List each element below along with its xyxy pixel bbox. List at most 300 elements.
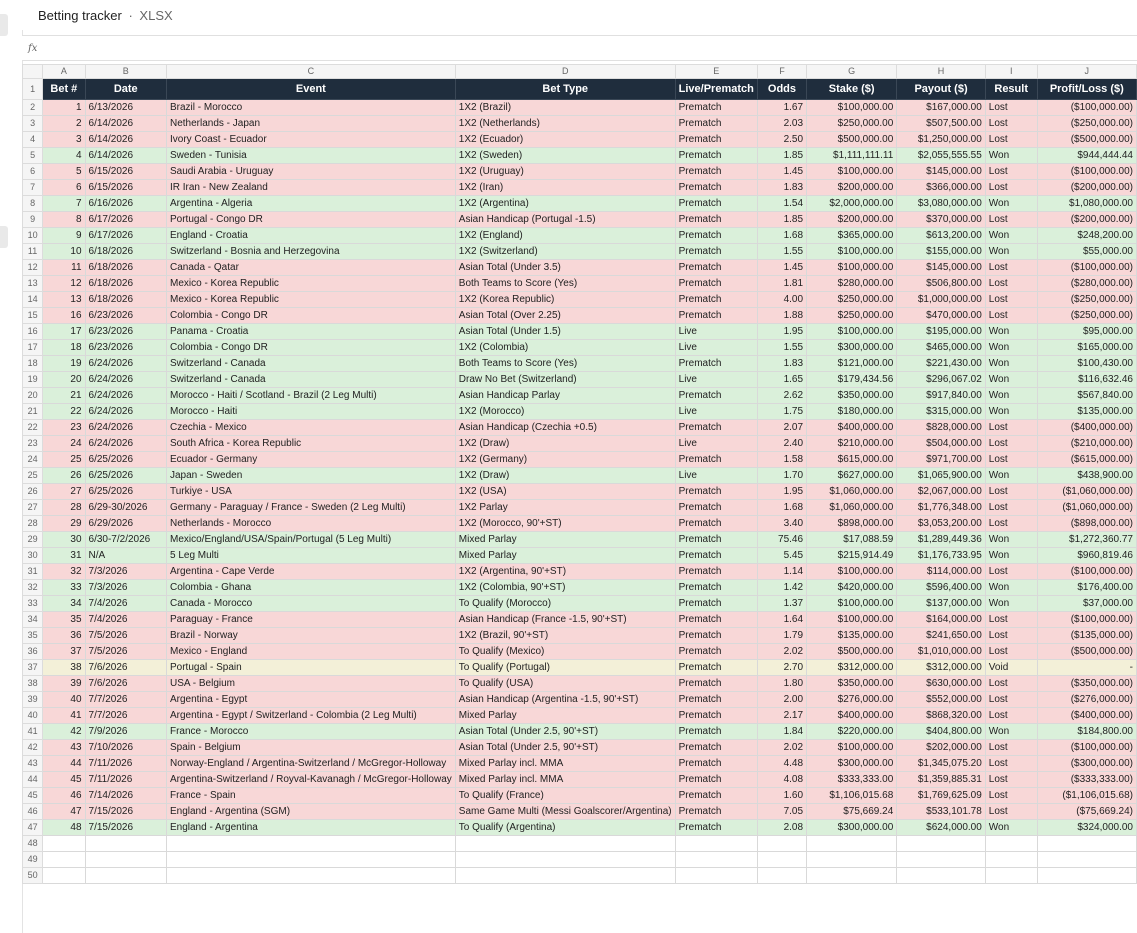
cell[interactable]: 36 — [43, 628, 85, 644]
row-number[interactable]: 46 — [23, 804, 43, 820]
cell[interactable]: Lost — [985, 692, 1037, 708]
cell[interactable]: 1.60 — [757, 788, 806, 804]
spreadsheet-grid[interactable] — [22, 64, 1137, 933]
cell[interactable]: 6/29/2026 — [85, 516, 166, 532]
cell[interactable]: $1,065,900.00 — [897, 468, 986, 484]
cell[interactable]: $155,000.00 — [897, 244, 986, 260]
column-letter-header[interactable]: F — [757, 65, 806, 79]
cell[interactable]: Lost — [985, 740, 1037, 756]
row-number[interactable]: 30 — [23, 548, 43, 564]
cell[interactable]: Lost — [985, 164, 1037, 180]
row-number[interactable]: 4 — [23, 132, 43, 148]
row-number[interactable]: 17 — [23, 340, 43, 356]
cell[interactable]: Lost — [985, 804, 1037, 820]
cell[interactable]: Won — [985, 356, 1037, 372]
cell[interactable]: Prematch — [675, 212, 757, 228]
cell[interactable]: $2,000,000.00 — [807, 196, 897, 212]
cell[interactable] — [455, 868, 675, 884]
cell[interactable]: Panama - Croatia — [166, 324, 455, 340]
cell[interactable]: 2.07 — [757, 420, 806, 436]
cell[interactable]: 37 — [43, 644, 85, 660]
cell[interactable]: ($898,000.00) — [1037, 516, 1136, 532]
cell[interactable]: 1X2 (Morocco) — [455, 404, 675, 420]
row-number[interactable]: 38 — [23, 676, 43, 692]
cell[interactable]: Prematch — [675, 244, 757, 260]
cell[interactable] — [985, 852, 1037, 868]
row-number[interactable]: 18 — [23, 356, 43, 372]
cell[interactable]: Asian Handicap (Czechia +0.5) — [455, 420, 675, 436]
cell[interactable] — [675, 836, 757, 852]
cell[interactable]: 7/15/2026 — [85, 804, 166, 820]
cell[interactable]: Lost — [985, 420, 1037, 436]
cell[interactable]: $37,000.00 — [1037, 596, 1136, 612]
cell[interactable]: $960,819.46 — [1037, 548, 1136, 564]
row-number[interactable]: 23 — [23, 436, 43, 452]
cell[interactable]: Won — [985, 196, 1037, 212]
column-letter-header[interactable]: D — [455, 65, 675, 79]
cell[interactable]: Mixed Parlay incl. MMA — [455, 756, 675, 772]
cell[interactable]: France - Morocco — [166, 724, 455, 740]
column-letter-header[interactable]: I — [985, 65, 1037, 79]
header-cell[interactable]: Result — [985, 79, 1037, 100]
cell[interactable]: Lost — [985, 772, 1037, 788]
cell[interactable]: Lost — [985, 788, 1037, 804]
cell[interactable]: $100,000.00 — [807, 260, 897, 276]
cell[interactable]: Prematch — [675, 452, 757, 468]
cell[interactable]: ($333,333.00) — [1037, 772, 1136, 788]
cell[interactable]: Lost — [985, 180, 1037, 196]
cell[interactable]: Won — [985, 148, 1037, 164]
cell[interactable] — [1037, 852, 1136, 868]
cell[interactable]: 5 — [43, 164, 85, 180]
cell[interactable] — [166, 852, 455, 868]
cell[interactable]: 24 — [43, 436, 85, 452]
cell[interactable]: 5.45 — [757, 548, 806, 564]
cell[interactable]: Netherlands - Japan — [166, 116, 455, 132]
cell[interactable]: 1X2 (Netherlands) — [455, 116, 675, 132]
cell[interactable] — [985, 836, 1037, 852]
cell[interactable]: 8 — [43, 212, 85, 228]
cell[interactable]: $312,000.00 — [897, 660, 986, 676]
select-all-corner[interactable] — [23, 65, 43, 79]
cell[interactable]: 1.65 — [757, 372, 806, 388]
cell[interactable]: $1,345,075.20 — [897, 756, 986, 772]
cell[interactable]: Lost — [985, 308, 1037, 324]
cell[interactable]: $465,000.00 — [897, 340, 986, 356]
cell[interactable]: Prematch — [675, 740, 757, 756]
cell[interactable]: 6/18/2026 — [85, 276, 166, 292]
cell[interactable]: $1,060,000.00 — [807, 500, 897, 516]
cell[interactable]: Prematch — [675, 644, 757, 660]
cell[interactable]: Lost — [985, 100, 1037, 116]
row-number[interactable]: 27 — [23, 500, 43, 516]
cell[interactable]: ($280,000.00) — [1037, 276, 1136, 292]
column-letter-header[interactable]: H — [897, 65, 986, 79]
cell[interactable]: 6/25/2026 — [85, 468, 166, 484]
cell[interactable]: Brazil - Morocco — [166, 100, 455, 116]
cell[interactable]: $167,000.00 — [897, 100, 986, 116]
cell[interactable]: 6/24/2026 — [85, 372, 166, 388]
cell[interactable]: 47 — [43, 804, 85, 820]
cell[interactable]: 6/24/2026 — [85, 404, 166, 420]
cell[interactable]: $241,650.00 — [897, 628, 986, 644]
cell[interactable]: Void — [985, 660, 1037, 676]
cell[interactable]: 1.45 — [757, 260, 806, 276]
cell[interactable]: 21 — [43, 388, 85, 404]
cell[interactable]: 17 — [43, 324, 85, 340]
cell[interactable]: 7/7/2026 — [85, 708, 166, 724]
cell[interactable]: Lost — [985, 132, 1037, 148]
cell[interactable]: To Qualify (Morocco) — [455, 596, 675, 612]
cell[interactable]: 1.95 — [757, 484, 806, 500]
cell[interactable]: $250,000.00 — [807, 292, 897, 308]
cell[interactable]: $898,000.00 — [807, 516, 897, 532]
cell[interactable]: ($615,000.00) — [1037, 452, 1136, 468]
cell[interactable]: $200,000.00 — [807, 212, 897, 228]
cell[interactable]: 4.08 — [757, 772, 806, 788]
cell[interactable]: $100,000.00 — [807, 596, 897, 612]
cell[interactable]: Switzerland - Bosnia and Herzegovina — [166, 244, 455, 260]
cell[interactable]: 2 — [43, 116, 85, 132]
cell[interactable] — [43, 868, 85, 884]
cell[interactable]: 44 — [43, 756, 85, 772]
cell[interactable]: Saudi Arabia - Uruguay — [166, 164, 455, 180]
cell[interactable]: $121,000.00 — [807, 356, 897, 372]
cell[interactable]: $220,000.00 — [807, 724, 897, 740]
cell[interactable]: $165,000.00 — [1037, 340, 1136, 356]
cell[interactable]: Prematch — [675, 100, 757, 116]
cell[interactable]: To Qualify (Mexico) — [455, 644, 675, 660]
cell[interactable]: 6/18/2026 — [85, 292, 166, 308]
cell[interactable]: 6/23/2026 — [85, 324, 166, 340]
cell[interactable]: 19 — [43, 356, 85, 372]
cell[interactable]: Won — [985, 596, 1037, 612]
cell[interactable]: Mexico - Korea Republic — [166, 276, 455, 292]
cell[interactable] — [807, 852, 897, 868]
cell[interactable]: 7/10/2026 — [85, 740, 166, 756]
cell[interactable]: 6/24/2026 — [85, 388, 166, 404]
cell[interactable]: 2.70 — [757, 660, 806, 676]
cell[interactable]: ($276,000.00) — [1037, 692, 1136, 708]
cell[interactable]: $507,500.00 — [897, 116, 986, 132]
cell[interactable]: 7/5/2026 — [85, 644, 166, 660]
cell[interactable]: Prematch — [675, 500, 757, 516]
cell[interactable] — [85, 868, 166, 884]
cell[interactable]: Portugal - Spain — [166, 660, 455, 676]
cell[interactable]: $100,000.00 — [807, 564, 897, 580]
row-number[interactable]: 9 — [23, 212, 43, 228]
column-letter-header[interactable]: B — [85, 65, 166, 79]
cell[interactable]: $917,840.00 — [897, 388, 986, 404]
cell[interactable]: $567,840.00 — [1037, 388, 1136, 404]
cell[interactable]: ($1,060,000.00) — [1037, 484, 1136, 500]
cell[interactable]: 6/17/2026 — [85, 212, 166, 228]
cell[interactable]: 1.84 — [757, 724, 806, 740]
cell[interactable]: $1,776,348.00 — [897, 500, 986, 516]
cell[interactable]: $404,800.00 — [897, 724, 986, 740]
column-letter-header[interactable]: E — [675, 65, 757, 79]
cell[interactable] — [85, 852, 166, 868]
cell[interactable]: 6/23/2026 — [85, 308, 166, 324]
cell[interactable]: $1,250,000.00 — [897, 132, 986, 148]
cell[interactable]: Live — [675, 468, 757, 484]
row-number[interactable]: 7 — [23, 180, 43, 196]
cell[interactable]: Prematch — [675, 676, 757, 692]
row-number[interactable]: 22 — [23, 420, 43, 436]
cell[interactable]: Won — [985, 580, 1037, 596]
row-number[interactable]: 44 — [23, 772, 43, 788]
cell[interactable]: $315,000.00 — [897, 404, 986, 420]
cell[interactable]: Won — [985, 548, 1037, 564]
cell[interactable]: $135,000.00 — [807, 628, 897, 644]
cell[interactable]: $250,000.00 — [807, 116, 897, 132]
cell[interactable]: 1X2 (Brazil, 90'+ST) — [455, 628, 675, 644]
header-cell[interactable]: Profit/Loss ($) — [1037, 79, 1136, 100]
cell[interactable]: $280,000.00 — [807, 276, 897, 292]
cell[interactable]: 1.55 — [757, 340, 806, 356]
cell[interactable]: 7/9/2026 — [85, 724, 166, 740]
cell[interactable]: 1X2 (Colombia, 90'+ST) — [455, 580, 675, 596]
cell[interactable]: $164,000.00 — [897, 612, 986, 628]
cell[interactable]: 1X2 (Brazil) — [455, 100, 675, 116]
cell[interactable]: 6/15/2026 — [85, 180, 166, 196]
column-letter-header[interactable]: J — [1037, 65, 1136, 79]
cell[interactable]: $1,080,000.00 — [1037, 196, 1136, 212]
row-number[interactable]: 5 — [23, 148, 43, 164]
cell[interactable]: 7/5/2026 — [85, 628, 166, 644]
cell[interactable]: Lost — [985, 484, 1037, 500]
cell[interactable] — [1037, 868, 1136, 884]
row-number[interactable]: 26 — [23, 484, 43, 500]
cell[interactable]: Paraguay - France — [166, 612, 455, 628]
cell[interactable] — [757, 868, 806, 884]
row-number[interactable]: 25 — [23, 468, 43, 484]
cell[interactable]: $2,067,000.00 — [897, 484, 986, 500]
cell[interactable]: Prematch — [675, 260, 757, 276]
cell[interactable] — [897, 868, 986, 884]
cell[interactable]: ($400,000.00) — [1037, 420, 1136, 436]
row-number[interactable]: 45 — [23, 788, 43, 804]
cell[interactable]: 7/3/2026 — [85, 580, 166, 596]
cell[interactable]: 27 — [43, 484, 85, 500]
row-number[interactable]: 43 — [23, 756, 43, 772]
cell[interactable]: Prematch — [675, 804, 757, 820]
cell[interactable]: 1X2 (Draw) — [455, 468, 675, 484]
cell[interactable]: France - Spain — [166, 788, 455, 804]
cell[interactable]: $504,000.00 — [897, 436, 986, 452]
cell[interactable]: Asian Total (Under 1.5) — [455, 324, 675, 340]
cell[interactable]: Argentina - Egypt — [166, 692, 455, 708]
cell[interactable]: Canada - Qatar — [166, 260, 455, 276]
cell[interactable]: 26 — [43, 468, 85, 484]
cell[interactable]: $100,000.00 — [807, 612, 897, 628]
cell[interactable]: ($250,000.00) — [1037, 292, 1136, 308]
cell[interactable]: ($250,000.00) — [1037, 308, 1136, 324]
cell[interactable]: England - Croatia — [166, 228, 455, 244]
cell[interactable]: Prematch — [675, 228, 757, 244]
cell[interactable]: $1,106,015.68 — [807, 788, 897, 804]
cell[interactable]: 1.67 — [757, 100, 806, 116]
cell[interactable]: $100,430.00 — [1037, 356, 1136, 372]
cell[interactable]: ($1,106,015.68) — [1037, 788, 1136, 804]
cell[interactable]: ($500,000.00) — [1037, 644, 1136, 660]
cell[interactable]: Prematch — [675, 420, 757, 436]
cell[interactable]: Colombia - Congo DR — [166, 340, 455, 356]
row-number[interactable]: 24 — [23, 452, 43, 468]
cell[interactable]: Prematch — [675, 548, 757, 564]
cell[interactable]: Prematch — [675, 772, 757, 788]
cell[interactable]: 1X2 (England) — [455, 228, 675, 244]
cell[interactable]: $312,000.00 — [807, 660, 897, 676]
cell[interactable]: Turkiye - USA — [166, 484, 455, 500]
row-number[interactable]: 16 — [23, 324, 43, 340]
cell[interactable]: 45 — [43, 772, 85, 788]
cell[interactable]: 3.40 — [757, 516, 806, 532]
cell[interactable]: 28 — [43, 500, 85, 516]
cell[interactable]: Asian Total (Under 2.5, 90'+ST) — [455, 724, 675, 740]
cell[interactable]: IR Iran - New Zealand — [166, 180, 455, 196]
cell[interactable]: 9 — [43, 228, 85, 244]
row-number[interactable]: 2 — [23, 100, 43, 116]
cell[interactable]: To Qualify (Argentina) — [455, 820, 675, 836]
cell[interactable]: 6/24/2026 — [85, 420, 166, 436]
cell[interactable]: 48 — [43, 820, 85, 836]
cell[interactable]: $506,800.00 — [897, 276, 986, 292]
cell[interactable]: $630,000.00 — [897, 676, 986, 692]
row-number[interactable]: 34 — [23, 612, 43, 628]
cell[interactable]: 1X2 (Korea Republic) — [455, 292, 675, 308]
cell[interactable]: $366,000.00 — [897, 180, 986, 196]
cell[interactable]: 6/24/2026 — [85, 436, 166, 452]
cell[interactable]: $533,101.78 — [897, 804, 986, 820]
row-number[interactable]: 8 — [23, 196, 43, 212]
cell[interactable]: Won — [985, 244, 1037, 260]
cell[interactable]: ($1,060,000.00) — [1037, 500, 1136, 516]
cell[interactable] — [1037, 836, 1136, 852]
sidebar-tab[interactable] — [0, 14, 8, 36]
cell[interactable]: Lost — [985, 116, 1037, 132]
cell[interactable]: Canada - Morocco — [166, 596, 455, 612]
cell[interactable]: $500,000.00 — [807, 132, 897, 148]
cell[interactable]: Live — [675, 404, 757, 420]
cell[interactable]: England - Argentina — [166, 820, 455, 836]
cell[interactable]: Prematch — [675, 276, 757, 292]
row-number[interactable]: 13 — [23, 276, 43, 292]
cell[interactable]: 1.55 — [757, 244, 806, 260]
cell[interactable]: To Qualify (USA) — [455, 676, 675, 692]
cell[interactable]: 6/24/2026 — [85, 356, 166, 372]
cell[interactable]: 3 — [43, 132, 85, 148]
cell[interactable]: $184,800.00 — [1037, 724, 1136, 740]
row-number[interactable]: 6 — [23, 164, 43, 180]
header-cell[interactable]: Bet # — [43, 79, 85, 100]
cell[interactable]: $135,000.00 — [1037, 404, 1136, 420]
row-number[interactable]: 19 — [23, 372, 43, 388]
cell[interactable]: $179,434.56 — [807, 372, 897, 388]
row-number[interactable]: 37 — [23, 660, 43, 676]
cell[interactable]: $116,632.46 — [1037, 372, 1136, 388]
cell[interactable]: 7/6/2026 — [85, 676, 166, 692]
cell[interactable]: 6/25/2026 — [85, 452, 166, 468]
cell[interactable]: 31 — [43, 548, 85, 564]
cell[interactable]: $400,000.00 — [807, 420, 897, 436]
cell[interactable]: $145,000.00 — [897, 260, 986, 276]
cell[interactable]: Mexico/England/USA/Spain/Portugal (5 Leg Multi) — [166, 532, 455, 548]
cell[interactable]: $300,000.00 — [807, 340, 897, 356]
cell[interactable]: 4 — [43, 148, 85, 164]
cell[interactable]: 6/25/2026 — [85, 484, 166, 500]
cell[interactable]: 1X2 (USA) — [455, 484, 675, 500]
cell[interactable]: 1.64 — [757, 612, 806, 628]
row-number[interactable]: 40 — [23, 708, 43, 724]
cell[interactable]: 1.68 — [757, 228, 806, 244]
cell[interactable]: Mixed Parlay — [455, 532, 675, 548]
row-number[interactable]: 1 — [23, 79, 43, 100]
cell[interactable]: $180,000.00 — [807, 404, 897, 420]
cell[interactable]: $438,900.00 — [1037, 468, 1136, 484]
cell[interactable]: $868,320.00 — [897, 708, 986, 724]
cell[interactable]: $1,000,000.00 — [897, 292, 986, 308]
cell[interactable]: $100,000.00 — [807, 244, 897, 260]
cell[interactable]: $200,000.00 — [807, 180, 897, 196]
cell[interactable] — [675, 868, 757, 884]
cell[interactable]: Prematch — [675, 628, 757, 644]
cell[interactable]: Argentina - Egypt / Switzerland - Colombia (2 Leg Multi) — [166, 708, 455, 724]
cell[interactable]: ($400,000.00) — [1037, 708, 1136, 724]
cell[interactable]: Won — [985, 324, 1037, 340]
cell[interactable]: Prematch — [675, 820, 757, 836]
cell[interactable]: Prematch — [675, 724, 757, 740]
cell[interactable]: 1X2 (Draw) — [455, 436, 675, 452]
cell[interactable]: ($350,000.00) — [1037, 676, 1136, 692]
cell[interactable]: $114,000.00 — [897, 564, 986, 580]
cell[interactable]: Lost — [985, 644, 1037, 660]
row-number[interactable]: 42 — [23, 740, 43, 756]
cell[interactable]: Prematch — [675, 564, 757, 580]
cell[interactable]: Prematch — [675, 148, 757, 164]
cell[interactable]: Won — [985, 532, 1037, 548]
cell[interactable]: 1.70 — [757, 468, 806, 484]
cell[interactable]: 1.68 — [757, 500, 806, 516]
cell[interactable]: $2,055,555.55 — [897, 148, 986, 164]
cell[interactable]: 18 — [43, 340, 85, 356]
cell[interactable]: $596,400.00 — [897, 580, 986, 596]
cell[interactable]: ($250,000.00) — [1037, 116, 1136, 132]
cell[interactable]: $324,000.00 — [1037, 820, 1136, 836]
cell[interactable]: Lost — [985, 676, 1037, 692]
cell[interactable]: Prematch — [675, 660, 757, 676]
cell[interactable]: 41 — [43, 708, 85, 724]
cell[interactable]: 1.85 — [757, 212, 806, 228]
row-number[interactable]: 20 — [23, 388, 43, 404]
cell[interactable]: Mixed Parlay incl. MMA — [455, 772, 675, 788]
cell[interactable]: 1.79 — [757, 628, 806, 644]
cell[interactable]: Draw No Bet (Switzerland) — [455, 372, 675, 388]
cell[interactable]: 6/18/2026 — [85, 260, 166, 276]
cell[interactable]: $145,000.00 — [897, 164, 986, 180]
cell[interactable]: $1,289,449.36 — [897, 532, 986, 548]
header-cell[interactable]: Live/Prematch — [675, 79, 757, 100]
cell[interactable]: $248,200.00 — [1037, 228, 1136, 244]
cell[interactable]: Argentina - Algeria — [166, 196, 455, 212]
row-number[interactable]: 50 — [23, 868, 43, 884]
cell[interactable] — [166, 836, 455, 852]
cell[interactable]: $1,010,000.00 — [897, 644, 986, 660]
cell[interactable] — [897, 836, 986, 852]
cell[interactable]: $944,444.44 — [1037, 148, 1136, 164]
cell[interactable]: Ivory Coast - Ecuador — [166, 132, 455, 148]
cell[interactable]: ($100,000.00) — [1037, 612, 1136, 628]
